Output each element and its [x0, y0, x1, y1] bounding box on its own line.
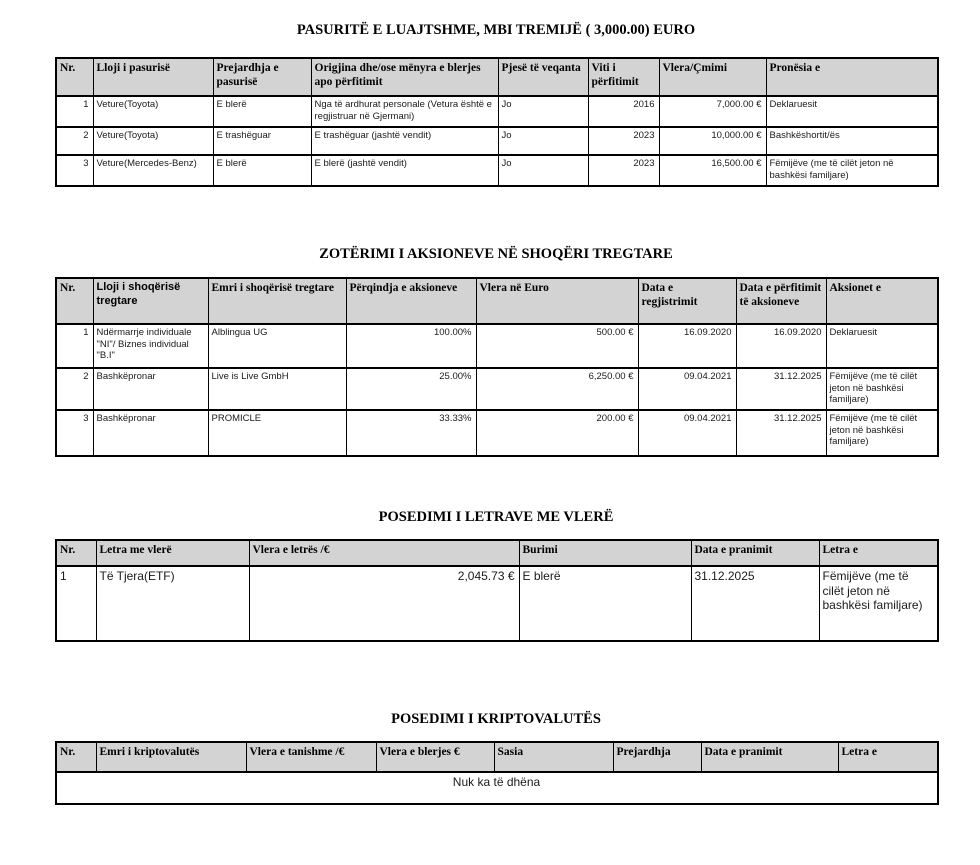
header-row — [56, 278, 938, 324]
table-cell: E blerë (jashtë vendit) — [311, 155, 498, 186]
table-row — [56, 410, 938, 456]
table-cell: Jo — [498, 127, 588, 155]
no-data-cell: Nuk ka të dhëna — [56, 772, 938, 804]
column-header: Letra me vlerë — [96, 540, 249, 566]
table-cell: E trashëguar (jashtë vendit) — [311, 127, 498, 155]
table-cell: Deklaruesit — [766, 96, 938, 127]
table-cell: Veture(Mercedes-Benz) — [93, 155, 213, 186]
table-cell: E blerë — [213, 155, 311, 186]
cryptocurrency-table — [55, 741, 939, 805]
column-header: Letra e — [838, 742, 938, 772]
empty-data-row — [56, 772, 938, 804]
company-shares-table-wrap — [55, 277, 937, 457]
column-header: Pjesë të veqanta — [498, 58, 588, 96]
table-cell: Të Tjera(ETF) — [96, 566, 249, 641]
movable-assets-table — [55, 57, 939, 187]
table-cell: E trashëguar — [213, 127, 311, 155]
column-header: Origjina dhe/ose mënyra e blerjes apo përfitimit — [311, 58, 498, 96]
table-cell: 09.04.2021 — [638, 368, 736, 410]
table-cell: Bashkëpronar — [93, 410, 208, 456]
table-row — [56, 566, 938, 641]
column-header: Vlera në Euro — [476, 278, 638, 324]
table-cell: Nga të ardhurat personale (Vetura është e regjistruar në Gjermani) — [311, 96, 498, 127]
column-header: Sasia — [494, 742, 613, 772]
table-row — [56, 368, 938, 410]
column-header: Nr. — [56, 540, 96, 566]
column-header: Data e regjistrimit — [638, 278, 736, 324]
header-row — [56, 58, 938, 96]
column-header: Data e pranimit — [691, 540, 819, 566]
table-cell: Deklaruesit — [826, 324, 938, 368]
column-header: Prejardhja e pasurisë — [213, 58, 311, 96]
column-header: Prejardhja — [613, 742, 701, 772]
table-cell: E blerë — [519, 566, 691, 641]
column-header: Nr. — [56, 742, 96, 772]
column-header: Burimi — [519, 540, 691, 566]
column-header: Nr. — [56, 58, 93, 96]
movable-assets-table-wrap — [55, 57, 937, 187]
table-cell: 500.00 € — [476, 324, 638, 368]
section-title-company-shares: ZOTËRIMI I AKSIONEVE NË SHOQËRI TREGTARE — [319, 246, 673, 262]
table-row — [56, 324, 938, 368]
table-cell: Fëmijëve (me të cilët jeton në bashkësi familjare) — [826, 368, 938, 410]
column-header: Nr. — [56, 278, 93, 324]
header-row — [56, 742, 938, 772]
table-cell: 31.12.2025 — [736, 368, 826, 410]
table-cell: 25.00% — [346, 368, 476, 410]
table-cell: 2,045.73 € — [249, 566, 519, 641]
table-cell: 100.00% — [346, 324, 476, 368]
section-title-movable-assets: PASURITË E LUAJTSHME, MBI TREMIJË ( 3,000.00) EURO — [296, 22, 696, 38]
table-row — [56, 96, 938, 127]
table-cell: 16.09.2020 — [736, 324, 826, 368]
column-header: Pronësia e — [766, 58, 938, 96]
table-cell: Live is Live GmbH — [208, 368, 346, 410]
table-cell: 31.12.2025 — [691, 566, 819, 641]
table-cell: Veture(Toyota) — [93, 96, 213, 127]
table-cell: 2 — [56, 127, 93, 155]
table-cell: Fëmijëve (me të cilët jeton në bashkësi familjare) — [819, 566, 938, 641]
table-cell: E blerë — [213, 96, 311, 127]
table-cell: Bashkëshortit/ës — [766, 127, 938, 155]
column-header: Aksionet e — [826, 278, 938, 324]
table-cell: Fëmijëve (me të cilët jeton në bashkësi familjare) — [766, 155, 938, 186]
table-cell: 7,000.00 € — [659, 96, 766, 127]
table-cell: 6,250.00 € — [476, 368, 638, 410]
column-header: Viti i përfitimit — [588, 58, 659, 96]
table-cell: 1 — [56, 566, 96, 641]
table-cell: 10,000.00 € — [659, 127, 766, 155]
column-header: Data e pranimit — [701, 742, 838, 772]
column-header: Emri i shoqërisë tregtare — [208, 278, 346, 324]
column-header: Letra e — [819, 540, 938, 566]
table-cell: PROMICLE — [208, 410, 346, 456]
table-cell: 16.09.2020 — [638, 324, 736, 368]
column-header: Data e përfitimit të aksioneve — [736, 278, 826, 324]
table-cell: Jo — [498, 155, 588, 186]
column-header: Vlera e letrës /€ — [249, 540, 519, 566]
table-cell: 2023 — [588, 155, 659, 186]
table-cell: Fëmijëve (me të cilët jeton në bashkësi familjare) — [826, 410, 938, 456]
table-cell: 200.00 € — [476, 410, 638, 456]
section-title-securities: POSEDIMI I LETRAVE ME VLERË — [378, 509, 614, 525]
column-header: Lloji i shoqërisë tregtare — [93, 278, 208, 324]
header-row — [56, 540, 938, 566]
column-header: Vlera e tanishme /€ — [246, 742, 376, 772]
table-cell: 33.33% — [346, 410, 476, 456]
securities-table-wrap — [55, 539, 937, 642]
column-header: Lloji i pasurisë — [93, 58, 213, 96]
table-cell: 16,500.00 € — [659, 155, 766, 186]
table-cell: 2023 — [588, 127, 659, 155]
securities-table — [55, 539, 939, 642]
table-cell: 3 — [56, 410, 93, 456]
column-header: Përqindja e aksioneve — [346, 278, 476, 324]
cryptocurrency-table-wrap — [55, 741, 937, 805]
table-cell: 31.12.2025 — [736, 410, 826, 456]
table-row — [56, 155, 938, 186]
table-cell: Ndërmarrje individuale "NI"/ Biznes individual "B.I" — [93, 324, 208, 368]
table-cell: Jo — [498, 96, 588, 127]
column-header: Vlera e blerjes € — [376, 742, 494, 772]
column-header: Emri i kriptovalutës — [96, 742, 246, 772]
table-cell: 1 — [56, 324, 93, 368]
table-cell: 2016 — [588, 96, 659, 127]
section-title-cryptocurrency: POSEDIMI I KRIPTOVALUTËS — [391, 711, 601, 727]
column-header: Vlera/Çmimi — [659, 58, 766, 96]
company-shares-table — [55, 277, 939, 457]
table-cell: 09.04.2021 — [638, 410, 736, 456]
table-cell: 1 — [56, 96, 93, 127]
table-cell: Veture(Toyota) — [93, 127, 213, 155]
table-cell: 3 — [56, 155, 93, 186]
table-cell: 2 — [56, 368, 93, 410]
table-cell: Bashkëpronar — [93, 368, 208, 410]
table-cell: Alblingua UG — [208, 324, 346, 368]
table-row — [56, 127, 938, 155]
